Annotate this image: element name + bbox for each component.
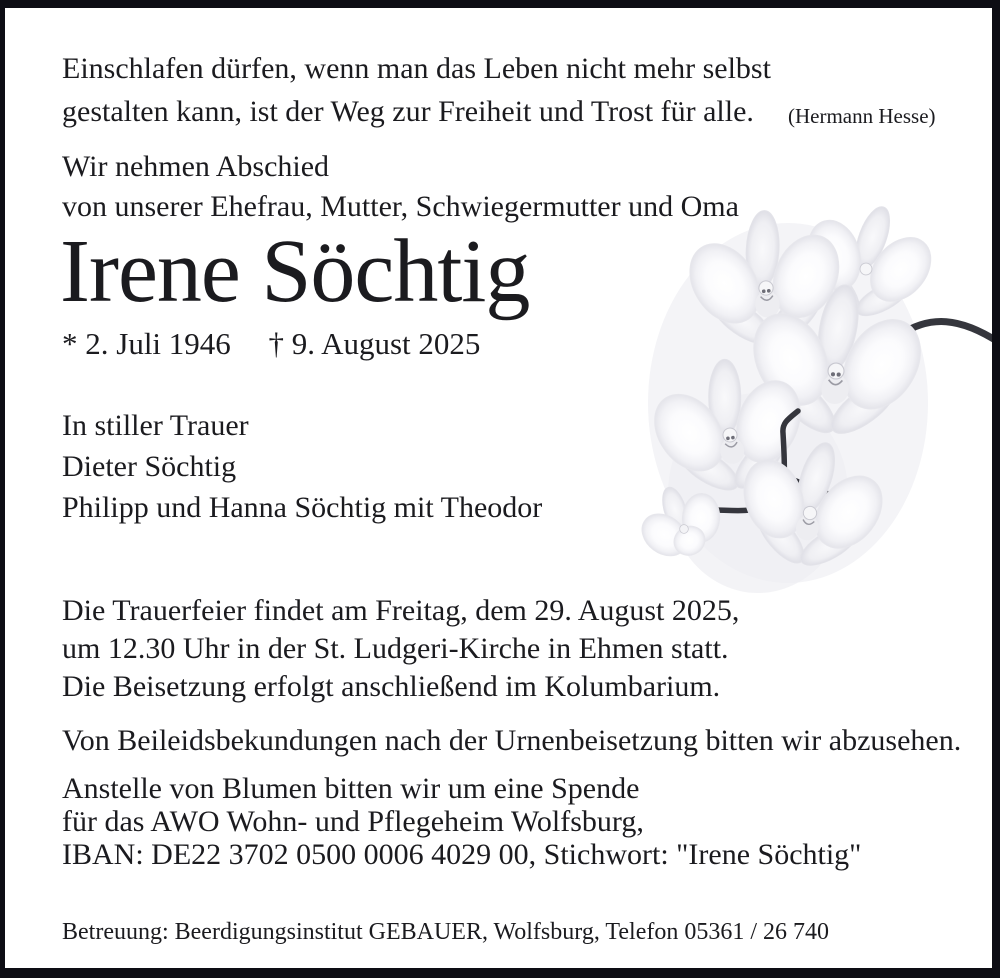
mourner-1: Dieter Söchtig: [62, 450, 237, 483]
farewell-line-1: Wir nehmen Abschied: [62, 150, 330, 183]
quote-line-1: Einschlafen dürfen, wenn man das Leben nicht mehr selbst: [62, 52, 771, 85]
service-details: [62, 592, 739, 706]
birth-date: * 2. Juli 1946: [62, 326, 231, 361]
deceased-name: Irene Söchtig: [60, 222, 530, 321]
service-line-2: um 12.30 Uhr in der St. Ludgeri-Kirche in Ehmen statt.: [62, 632, 729, 665]
death-date: † 9. August 2025: [268, 326, 481, 361]
service-line-3: Die Beisetzung erfolgt anschließend im Kolumbarium.: [62, 670, 721, 703]
farewell-line-2: von unserer Ehefrau, Mutter, Schwiegermutter und Oma: [62, 190, 739, 223]
service-line-1: Die Trauerfeier findet am Freitag, dem 29. August 2025,: [62, 594, 740, 627]
donation-line-2: für das AWO Wohn- und Pflegeheim Wolfsburg,: [62, 805, 644, 838]
quote-line-2: gestalten kann, ist der Weg zur Freiheit und Trost für alle.: [62, 95, 754, 128]
funeral-home-note: Betreuung: Beerdigungsinstitut GEBAUER, Wolfsburg, Telefon 05361 / 26 740: [62, 919, 830, 945]
mourning-label: In stiller Trauer: [62, 409, 249, 442]
quote-attribution: (Hermann Hesse): [788, 104, 936, 128]
donation-block: [62, 772, 861, 871]
mourners-block: [62, 405, 542, 528]
mourner-2: Philipp und Hanna Söchtig mit Theodor: [62, 491, 543, 524]
opening-quote: [62, 47, 771, 133]
life-dates: [62, 326, 480, 362]
donation-line-1: Anstelle von Blumen bitten wir um eine Spende: [62, 772, 640, 805]
orchid-photo: [638, 203, 1000, 603]
condolence-note: Von Beileidsbekundungen nach der Urnenbeisetzung bitten wir abzusehen.: [62, 724, 962, 757]
farewell-intro: [62, 147, 739, 227]
donation-line-3: IBAN: DE22 3702 0500 0006 4029 00, Stichwort: "Irene Söchtig": [62, 838, 862, 871]
